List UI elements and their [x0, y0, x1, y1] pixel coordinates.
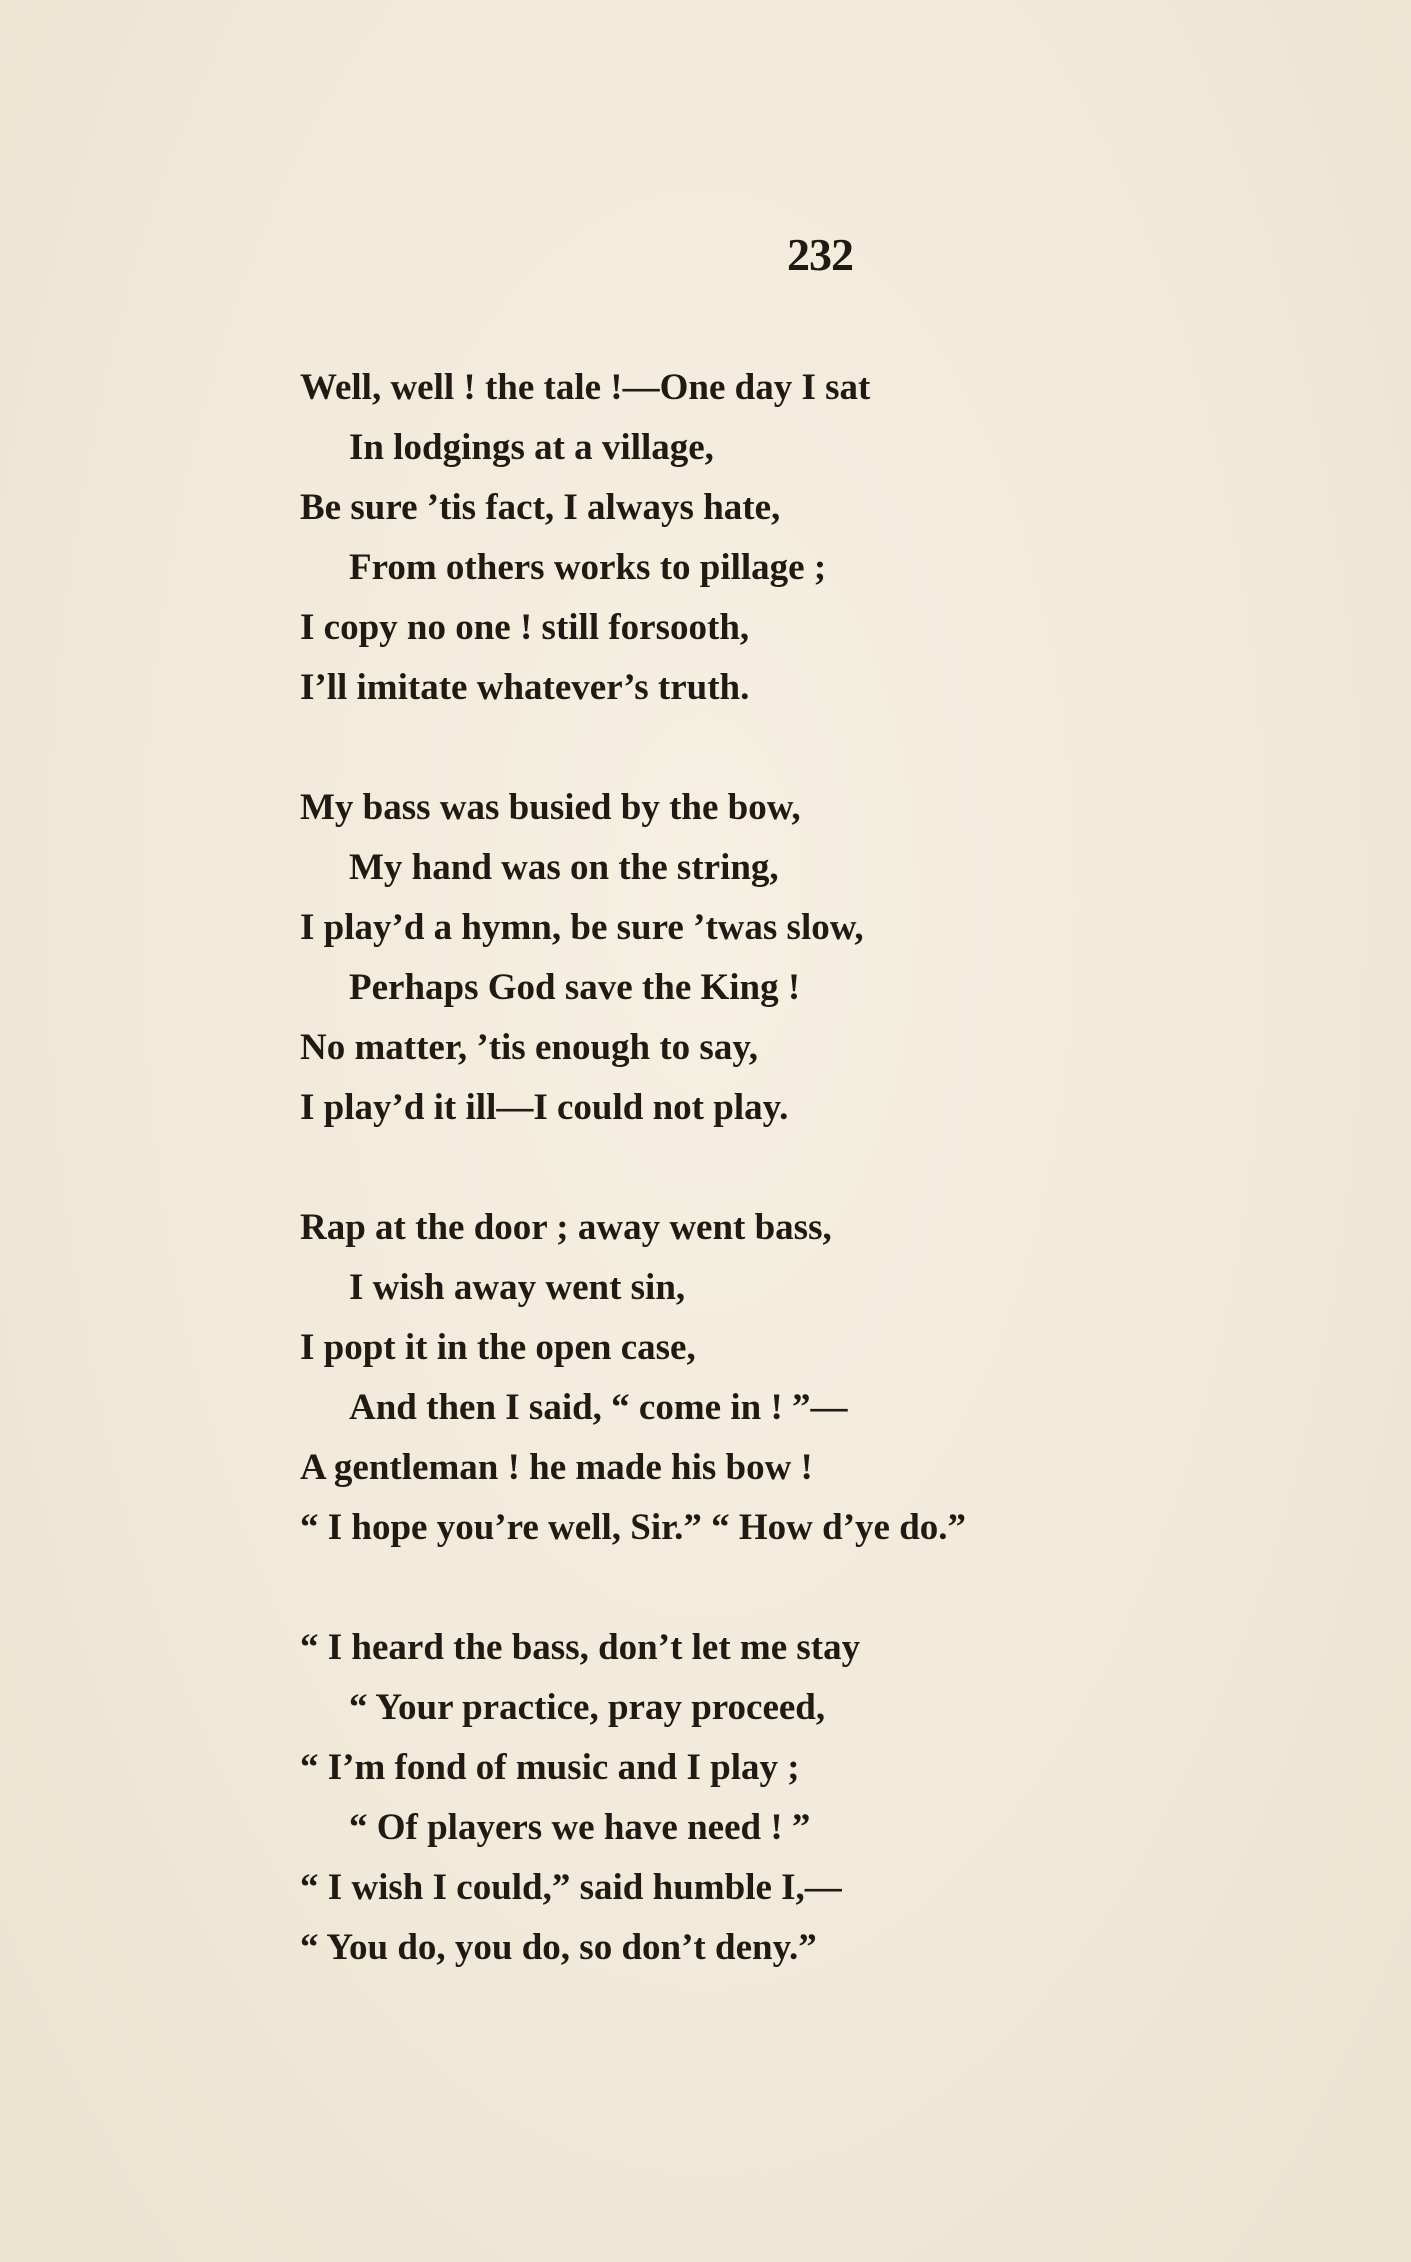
- stanza-1: [300, 358, 1200, 718]
- poem-line: “ Your practice, pray proceed,: [349, 1687, 826, 1728]
- stanza-3: [300, 1198, 1200, 1558]
- stanza-2: [300, 778, 1200, 1138]
- poem-line: My hand was on the string,: [349, 847, 779, 888]
- poem-line: I copy no one ! still forsooth,: [300, 607, 750, 648]
- poem-line: Perhaps God save the King !: [349, 967, 801, 1008]
- poem-line: Well, well ! the tale !—One day I sat: [300, 367, 871, 408]
- poem-line: “ I hope you’re well, Sir.” “ How d’ye do.”: [300, 1507, 967, 1548]
- poem-line: In lodgings at a village,: [349, 427, 714, 468]
- poem-line: And then I said, “ come in ! ”—: [349, 1387, 848, 1428]
- poem-line: I play’d a hymn, be sure ’twas slow,: [300, 907, 864, 948]
- poem-line: From others works to pillage ;: [349, 547, 827, 588]
- poem-line: I’ll imitate whatever’s truth.: [300, 667, 750, 708]
- poem-line: “ I heard the bass, don’t let me stay: [300, 1627, 861, 1668]
- stanza-4: [300, 1618, 1200, 1978]
- poem-line: A gentleman ! he made his bow !: [300, 1447, 813, 1488]
- poem: [300, 358, 1200, 2038]
- poem-line: My bass was busied by the bow,: [300, 787, 801, 828]
- poem-line: Be sure ’tis fact, I always hate,: [300, 487, 781, 528]
- poem-line: I play’d it ill—I could not play.: [300, 1087, 789, 1128]
- poem-line: I wish away went sin,: [349, 1267, 686, 1308]
- poem-line: “ I’m fond of music and I play ;: [300, 1747, 800, 1788]
- poem-line: Rap at the door ; away went bass,: [300, 1207, 832, 1248]
- poem-line: “ Of players we have need ! ”: [349, 1807, 811, 1848]
- poem-line: “ I wish I could,” said humble I,—: [300, 1867, 842, 1908]
- poem-line: I popt it in the open case,: [300, 1327, 696, 1368]
- poem-line: “ You do, you do, so don’t deny.”: [300, 1927, 817, 1968]
- poem-line: No matter, ’tis enough to say,: [300, 1027, 759, 1068]
- page-number: 232: [787, 229, 853, 280]
